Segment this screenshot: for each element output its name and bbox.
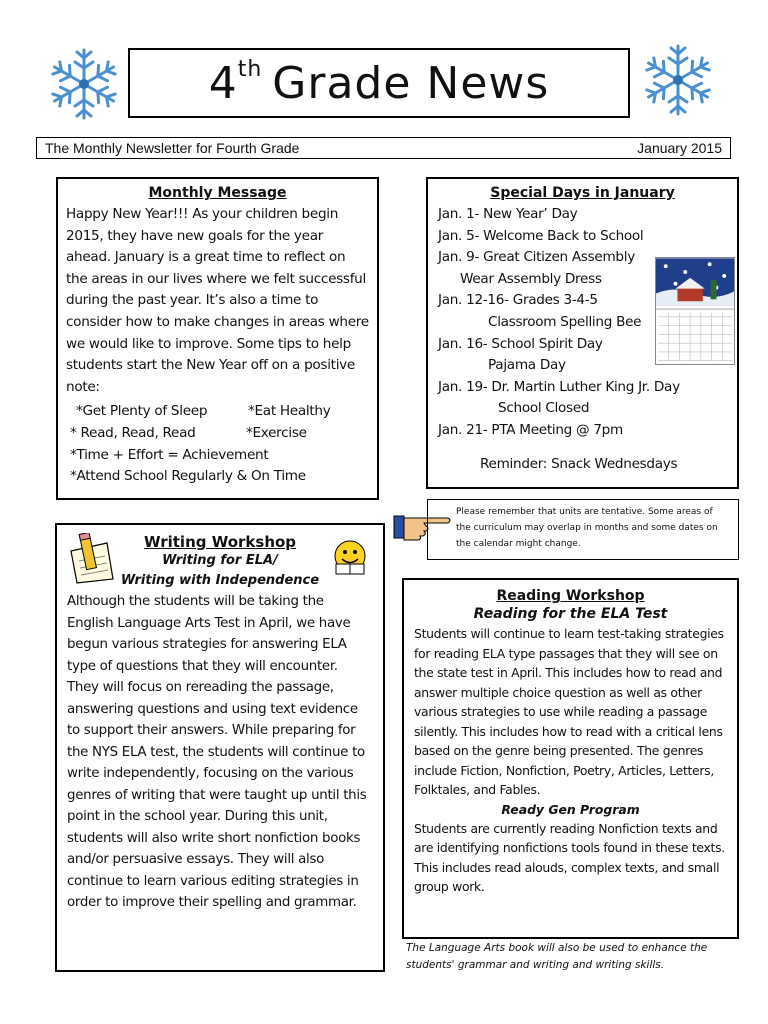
ready-gen-body: Students are currently reading Nonfiction texts and are identifying nonfictions tools found in these texts. This includes read alouds, complex texts, and small group work. <box>414 820 725 894</box>
monthly-message-title: Monthly Message <box>148 185 287 201</box>
special-day-item: Jan. 19- Dr. Martin Luther King Jr. Day <box>438 378 680 395</box>
tip-item: *Exercise <box>246 424 307 441</box>
tip-item: *Get Plenty of Sleep <box>76 403 208 420</box>
special-day-item: Pajama Day <box>488 357 566 374</box>
snowflake-left-icon <box>44 44 124 124</box>
reading-subtitle: Reading for the ELA Test <box>473 606 668 622</box>
special-day-item: Jan. 21- PTA Meeting @ 7pm <box>438 421 623 438</box>
newsletter-subtitle: The Monthly Newsletter for Fourth Grade <box>45 140 300 156</box>
special-day-item: Wear Assembly Dress <box>460 270 602 287</box>
monthly-message-box <box>56 177 379 500</box>
language-arts-footnote: The Language Arts book will also be used to enhance the students' grammar and writing and writing skills. <box>406 942 708 971</box>
reading-workshop-title: Reading Workshop <box>496 588 645 604</box>
tip-item: * Read, Read, Read <box>70 424 196 441</box>
monthly-message-body: Happy New Year!!! As your children begin 2015, they have new goals for the year ahead. January is a great time to reflect on the areas in our lives where we felt successful during the past year. It’s also a time to consider how to make changes in areas where we would like to improve. Some tips to help students start the New Year off on a positive note: <box>66 206 369 395</box>
reading-workshop-body: Students will continue to learn test-taking strategies for reading ELA type passages that they will see on the state test in April. This includes how to read and answer multiple choice question as well as other various strategies to use while reading a passage silently. This includes how to read with a critical lens based on the genre being presented. The genres include Fiction, Nonfiction, Poetry, Articles, Letters, Folktales, and Fables. <box>414 626 724 797</box>
special-day-item: Jan. 5- Welcome Back to School <box>438 227 644 244</box>
pencil-paper-icon <box>67 533 123 585</box>
reading-workshop-box <box>402 578 739 939</box>
special-day-item: Jan. 9- Great Citizen Assembly <box>438 249 635 266</box>
title-suffix: th <box>237 57 263 82</box>
title-rest: Grade News <box>272 58 550 109</box>
tips-list <box>66 401 369 487</box>
title-box <box>128 48 630 118</box>
writing-workshop-box <box>55 523 385 972</box>
special-day-item: Jan. 16- School Spirit Day <box>438 335 603 352</box>
writing-workshop-body: Although the students will be taking the English Language Arts Test in April, we have begun various strategies for answering ELA type of questions that they will encounter. They will focus on rereading the passage, answering questions and using text evidence to support their answers. While preparing for the NYS ELA test, the students will continue to write independently, focusing on the various genres of writing that were taught up until this point in the school year. During this unit, students will also write short nonfiction books and/or persuasive essays. They will also continue to learn various editing strategies in order to improve their spelling and grammar. <box>67 594 367 910</box>
calendar-image <box>655 257 735 365</box>
tip-row <box>66 401 369 423</box>
title-number: 4 <box>208 58 238 109</box>
tentative-units-note: Please remember that units are tentative. Some areas of the curriculum may overlap in months and some dates on the calendar might change. <box>427 499 739 560</box>
special-day-item: Classroom Spelling Bee <box>488 313 642 330</box>
subtitle-bar <box>36 137 731 159</box>
special-day-item: Jan. 1- New Year’ Day <box>438 206 578 222</box>
special-days-title: Special Days in January <box>490 185 675 201</box>
page-title <box>209 57 550 109</box>
ready-gen-subtitle: Ready Gen Program <box>501 801 640 817</box>
writing-workshop-title: Writing Workshop <box>143 533 297 551</box>
tip-item: *Eat Healthy <box>248 403 331 420</box>
writing-subtitle-2: Writing with Independence <box>120 573 320 588</box>
smiley-reading-icon <box>330 538 370 578</box>
writing-subtitle-1: Writing for ELA/ <box>162 553 278 568</box>
tip-item: *Attend School Regularly & On Time <box>70 468 306 485</box>
special-day-item: School Closed <box>498 400 590 417</box>
tip-row <box>66 423 369 445</box>
reminder-text: Reminder: Snack Wednesdays <box>480 455 678 472</box>
newsletter-date: January 2015 <box>637 140 722 156</box>
snowflake-right-icon <box>638 40 718 120</box>
tip-item: *Time + Effort = Achievement <box>70 446 269 463</box>
special-day-item: Jan. 12-16- Grades 3-4-5 <box>438 292 598 309</box>
